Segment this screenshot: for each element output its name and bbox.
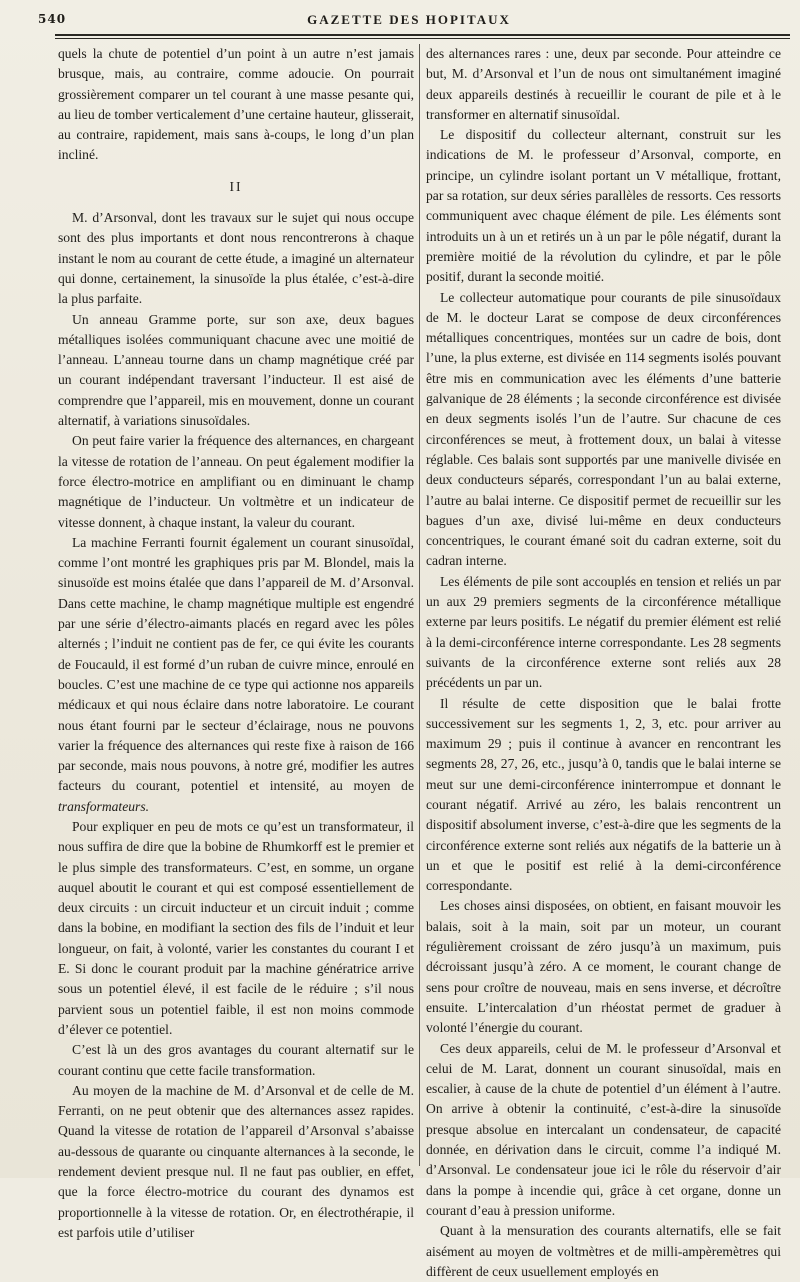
- header-rule-thick: [55, 34, 790, 36]
- page-number: 540: [38, 12, 67, 26]
- left-column: [58, 44, 414, 1243]
- paragraph: M. d’Arsonval, dont les travaux sur le sujet qui nous occupe sont des plus importants et dont nous rencontrerons à chaque instant le nom au courant de cette étude, a imaginé un alternateur qui donne, certainement, la sinusoïde la plus étalée, c’est-à-dire la plus parfaite.: [58, 210, 414, 307]
- paragraph-with-italic: [58, 533, 414, 817]
- paragraph: Le collecteur automatique pour courants de pile sinusoïdaux de M. le docteur Larat se compose de deux circonférences métalliques concentriques, montées sur un cadre de bois, dont l’une, la plus externe, est divisée en 114 segments isolés pouvant être mis en communication avec les éléments d’une batterie galvanique de 28 éléments ; la seconde circonférence est divisée en deux segments isolés l’un de l’autre. Sur chacune de ces circonférences se meut, à frottement doux, un balai à vitesse réglable. Ces balais sont supportés par une manivelle divisée en deux conducteurs séparés, correspondant l’un au balai externe, l’autre au balai interne. Ce dispositif permet de recueillir sur les bagues d’un axe, divisé lui-même en deux conducteurs concentriques, le courant émané soit du cadran externe, soit du cadran interne.: [426, 289, 781, 569]
- paragraph-text: La machine Ferranti fournit également un courant sinusoïdal, comme l’ont montré les graphiques pris par M. Blondel, mais la sinusoïde est moins étalée que dans l’appareil de M. d’Arsonval. Dans cette machine, le champ magnétique multiple est engendré par une série d’électro-aimants placés en regard avec les pôles alternés ; l’induit ne contient pas de fer, ce qui évite les courants de Foucauld, il est formé d’un ruban de cuivre mince, enroulé en boucles. C’est une machine de ce type qui actionne nos appareils médicaux et qui nous éclaire dans notre laboratoire. Le courant nous étant fourni par le secteur d’éclairage, nous ne pouvons varier la fréquence des alternances qui reste fixe à raison de 166 par seconde, mais nous pouvons, à notre gré, modifier les autres facteurs du courant, potentiel et intensité, au moyen de: [58, 534, 414, 794]
- paragraph: Ces deux appareils, celui de M. le professeur d’Arsonval et celui de M. Larat, donnent un courant sinusoïdal, mais en escalier, à cause de la chute de potentiel d’un élément à l’autre. On arrive à obtenir la continuité, c’est-à-dire la sinusoïde presque absolue en intercalant un condensateur, de capacité donnée, en dérivation dans le circuit, comme l’a indiqué M. d’Arsonval. Le condensateur joue ici le rôle du réservoir d’air dans la pompe à incendie qui, grâce à cet organe, donne un courant d’eau à pression uniforme.: [426, 1040, 781, 1218]
- column-divider: [419, 44, 420, 1166]
- page-header: [38, 6, 780, 36]
- paragraph: On peut faire varier la fréquence des alternances, en chargeant la vitesse de rotation de l’anneau. On peut également modifier la force électro-motrice en amplifiant ou en diminuant le champ magnétique de l’inducteur. Un voltmètre et un indicateur de vitesse donnent, à chaque instant, la valeur du courant.: [58, 433, 414, 530]
- paragraph: Quant à la mensuration des courants alternatifs, elle se fait aisément au moyen de voltmètres et de milli-ampèremètres qui diffèrent de ceux usuellement employés en: [426, 1223, 781, 1279]
- paragraph: Pour expliquer en peu de mots ce qu’est un transformateur, il nous suffira de dire que la bobine de Rhumkorff est le premier et le plus simple des transformateurs. C’est, en somme, un organe auquel aboutit le courant et qui est composé essentiellement de deux circuits : un circuit inducteur et un circuit induit ; comme dans la bobine, en modifiant la section des fils de l’induit et leur longueur, on fait, à volonté, varier les constantes du courant I et E. Si donc le courant produit par la machine génératrice arrive sous un potentiel élevé, il est facile de le réduire ; s’il nous parvient sous un potentiel faible, il est non moins commode d’élever ce potentiel.: [58, 818, 414, 1037]
- paragraph: des alternances rares : une, deux par seconde. Pour atteindre ce but, M. d’Arsonval et l’un de nous ont simultanément imaginé deux appareils destinés à recueillir le courant de pile et à le transformer en alternatif sinusoïdal.: [426, 46, 781, 122]
- right-column: [426, 44, 781, 1282]
- header-rule-thin: [55, 38, 790, 39]
- italic-term: transformateurs.: [58, 798, 150, 814]
- paragraph: Il résulte de cette disposition que le balai frotte successivement sur les segments 1, 2, 3, etc. pour arriver au maximum 29 ; puis il continue à avancer en rencontrant les segments 28, 27, 26, etc., jusqu’à 0, tandis que le balai interne se meut sur une demi-circonférence ininterrompue et donnant le courant négatif. Arrivé au zéro, les balais rencontrent un dispositif absolument inverse, c’est-à-dire que les segments de la circonférence externe sont reliés aux négatifs de la batterie un à un et que le positif est relié à la demi-circonférence correspondante.: [426, 695, 781, 894]
- section-heading: II: [229, 178, 243, 194]
- paragraph: Le dispositif du collecteur alternant, construit sur les indications de M. le professeur d’Arsonval, comporte, en principe, un cylindre isolant portant un V métallique, frottant, par sa rotation, sur deux séries parallèles de ressorts. Ces ressorts communiquent avec chaque élément de pile. Les éléments sont introduits un à un et retirés un à un par le pôle négatif, durant la première moitié de la révolution du cylindre, et par le pôle positif, durant la seconde moitié.: [426, 127, 781, 285]
- journal-title: GAZETTE DES HOPITAUX: [307, 12, 511, 27]
- paragraph: Les choses ainsi disposées, on obtient, en faisant mouvoir les balais, soit à la main, soit par un moteur, un courant régulièrement croissant de zéro jusqu’à un maximum, puis décroissant jusqu’à zéro. A ce moment, le courant change de sens pour croître de nouveau, mais en sens inverse, et décroître ensuite. L’intercalation d’un rhéostat permet de graduer à volonté l’énergie du courant.: [426, 898, 781, 1036]
- paragraph: Au moyen de la machine de M. d’Arsonval et de celle de M. Ferranti, on ne peut obtenir que des alternances assez rapides. Quand la vitesse de rotation de l’appareil d’Arsonval s’abaisse au-dessous de quarante ou cinquante alternances à la seconde, le rendement devient presque nul. Il ne faut pas oublier, en effet, que la force électro-motrice du courant des dynamos est proportionnelle à la vitesse de rotation. Or, en électrothérapie, il est parfois utile d’utiliser: [58, 1082, 414, 1240]
- paragraph: Un anneau Gramme porte, sur son axe, deux bagues métalliques isolées communiquant chacune avec une moitié de l’anneau. L’anneau tourne dans un champ magnétique créé par un courant indépendant traversant l’inducteur. Il est aisé de comprendre que l’appareil, mis en mouvement, donne un courant alternatif, à variations sinusoïdales.: [58, 311, 414, 429]
- paragraph: Les éléments de pile sont accouplés en tension et reliés un par un aux 29 premiers segments de la circonférence métallique externe par leurs positifs. Le négatif du premier élément est relié à la demi-circonférence interne correspondante. Les 28 segments suivants de la circonférence externe sont reliés aux 28 précédents un par un.: [426, 573, 781, 691]
- paragraph: quels la chute de potentiel d’un point à un autre n’est jamais brusque, mais, au contraire, comme adoucie. On pourrait grossièrement comparer un tel courant à une masse pesante qui, au lieu de tomber verticalement d’une certaine hauteur, glisserait, au contraire, rapidement, mais sans à-coups, le long d’un plan incliné.: [58, 46, 414, 163]
- paragraph: C’est là un des gros avantages du courant alternatif sur le courant continu que cette facile transformation.: [58, 1042, 414, 1078]
